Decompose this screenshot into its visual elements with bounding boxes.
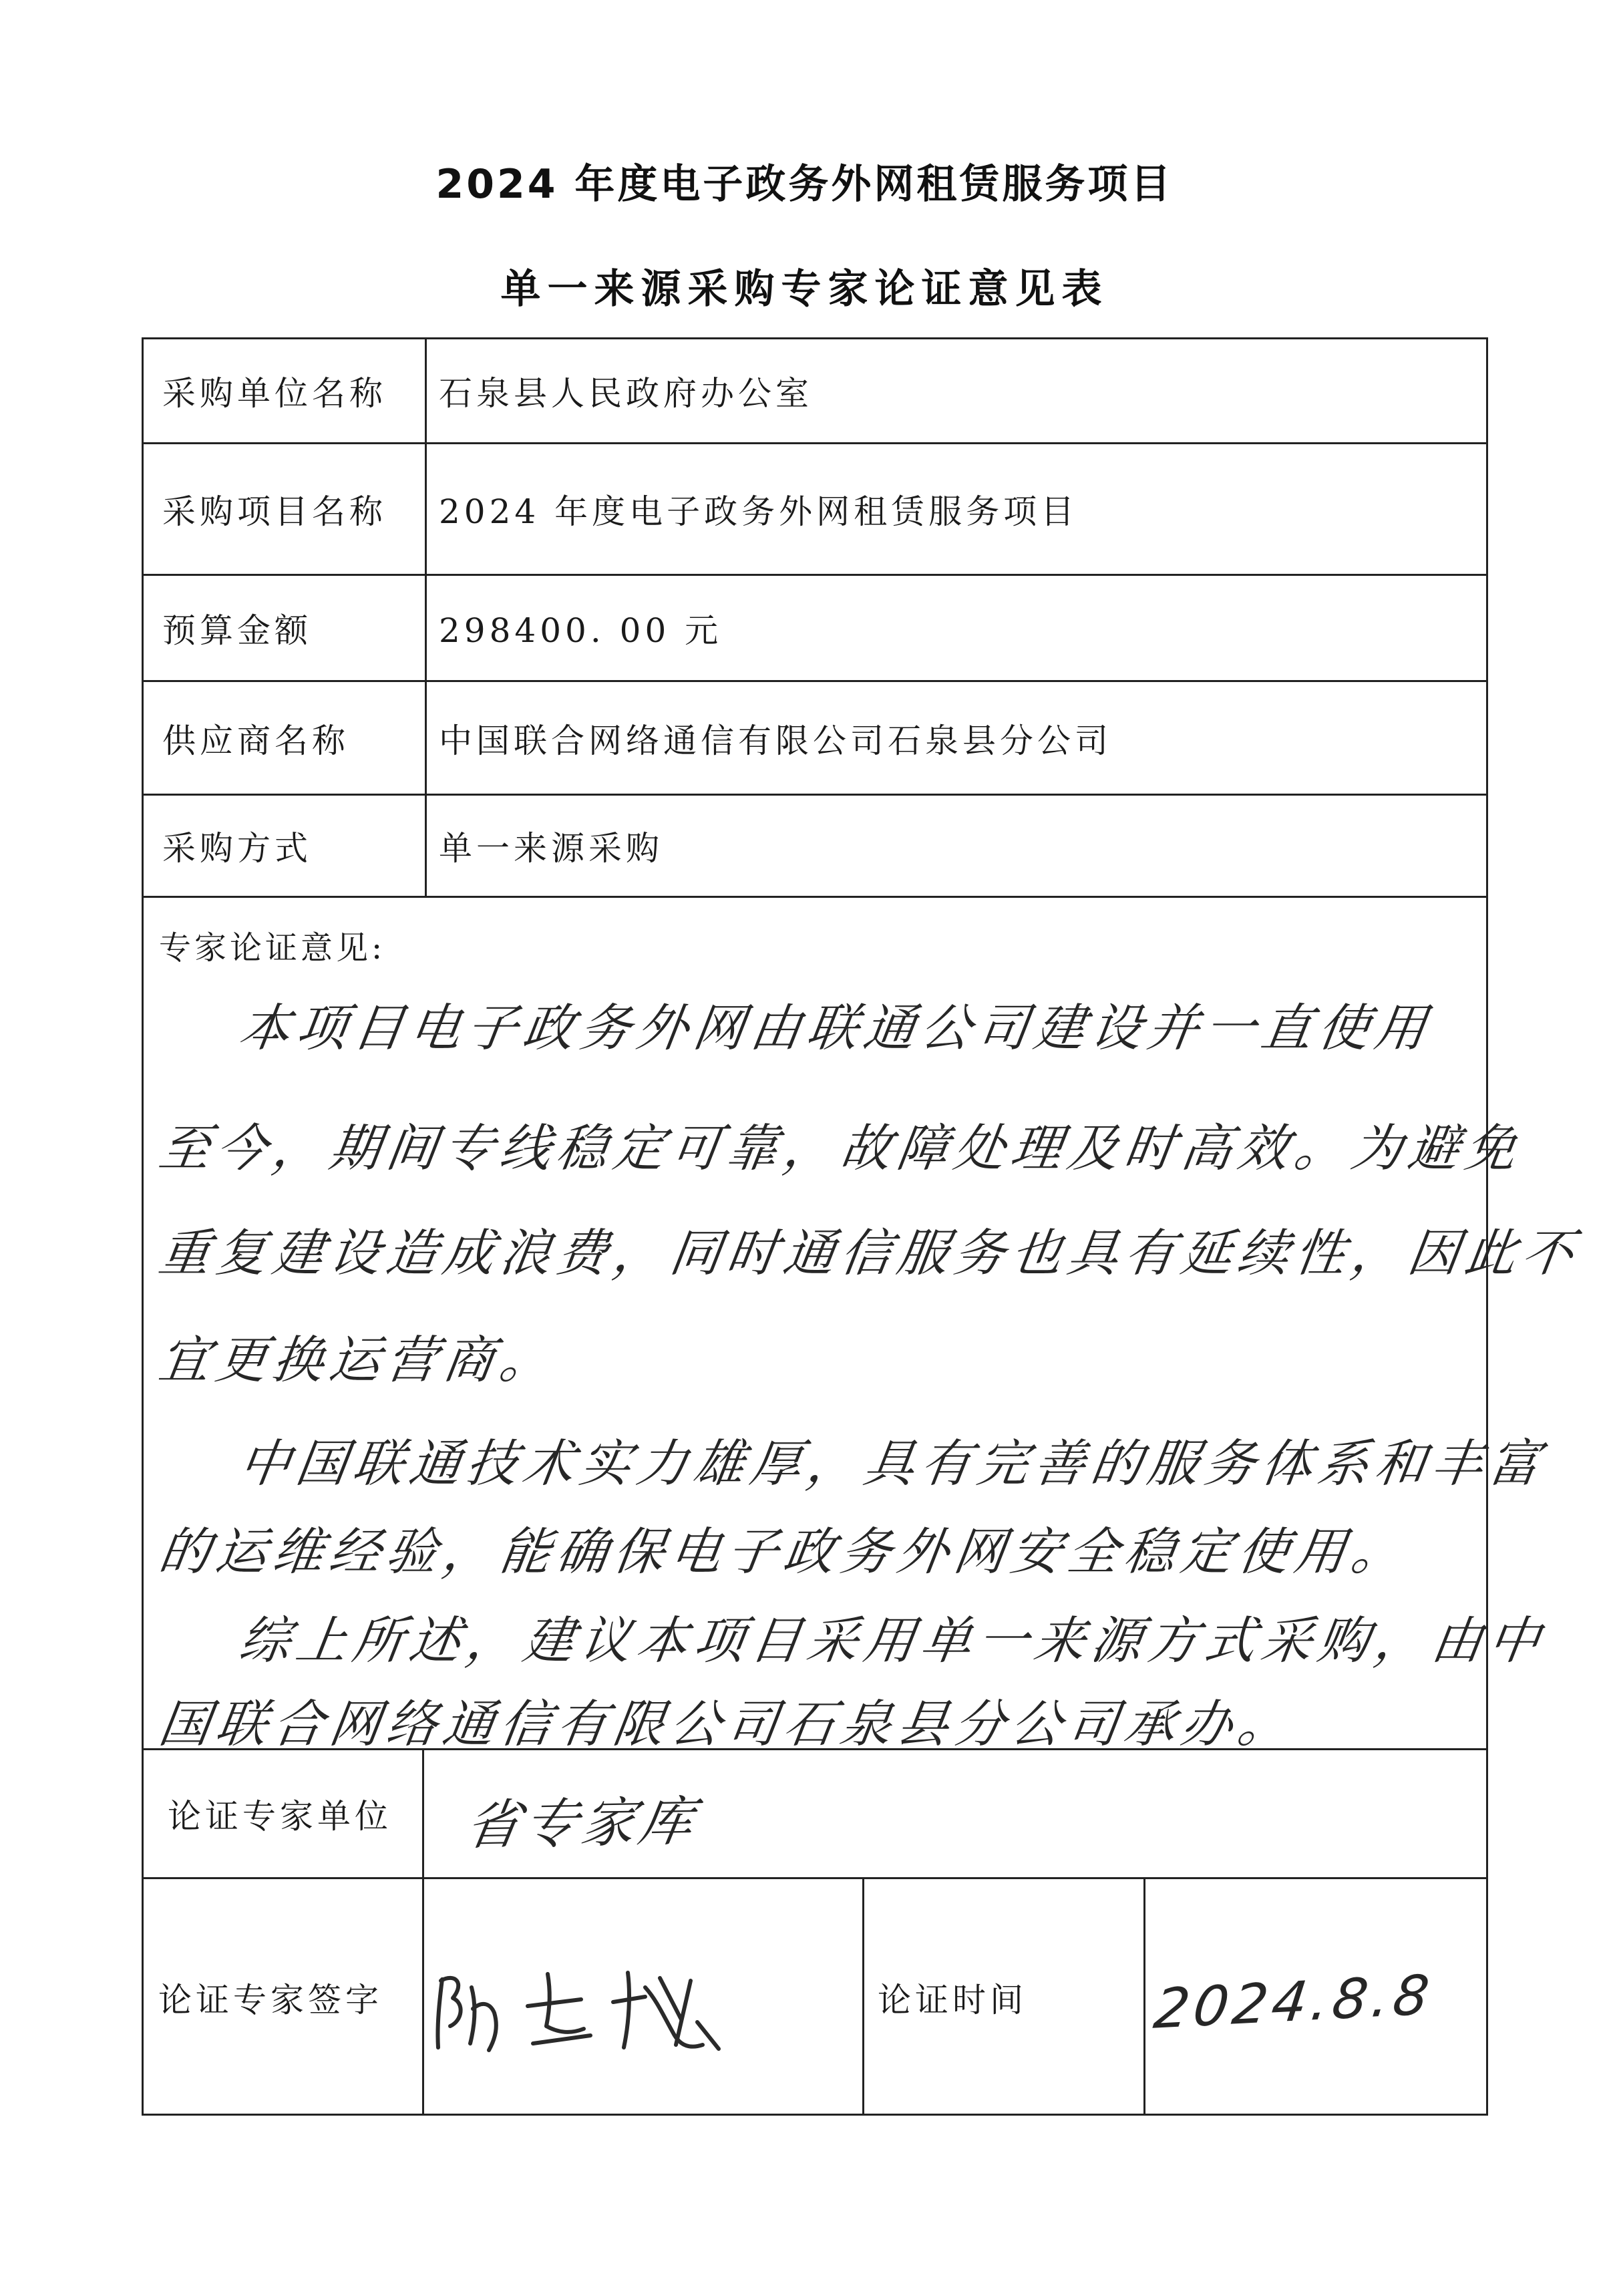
budget-value: 298400. 00 元	[439, 611, 723, 650]
expert-signature	[433, 1961, 727, 2061]
project-name-value: 2024 年度电子政务外网租赁服务项目	[439, 492, 1079, 531]
project-name-label: 采购项目名称	[162, 492, 387, 531]
opinion-line: 综上所述，建议本项目采用单一来源方式采购，由中	[235, 1611, 1550, 1670]
document-subtitle: 单一来源采购专家论证意见表	[500, 266, 1109, 313]
purchaser-name-label: 采购单位名称	[162, 374, 387, 413]
opinion-line: 宜更换运营商。	[155, 1330, 562, 1389]
procurement-method-label: 采购方式	[162, 829, 312, 868]
purchaser-name-value: 石泉县人民政府办公室	[439, 374, 813, 413]
date-label: 论证时间	[878, 1981, 1027, 2019]
procurement-method-value: 单一来源采购	[439, 829, 663, 868]
date-value: 2024.8.8	[1150, 1963, 1437, 2041]
expert-opinion-heading: 专家论证意见:	[159, 929, 386, 967]
expert-signature-label: 论证专家签字	[158, 1981, 383, 2019]
expert-unit-value: 省专家库	[461, 1790, 702, 1856]
budget-label: 预算金额	[162, 611, 312, 650]
expert-unit-label: 论证专家单位	[168, 1797, 392, 1836]
opinion-line: 本项目电子政务外网由联通公司建设并一直使用	[235, 998, 1437, 1057]
opinion-line: 中国联通技术实力雄厚，具有完善的服务体系和丰富	[235, 1434, 1550, 1493]
row-divider	[142, 896, 1488, 898]
opinion-line: 至今，期间专线稳定可靠，故障处理及时高效。为避免	[155, 1118, 1527, 1178]
opinion-line: 的运维经验，能确保电子政务外网安全稳定使用。	[155, 1522, 1413, 1581]
supplier-name-value: 中国联合网络通信有限公司石泉县分公司	[439, 721, 1112, 760]
opinion-line: 国联合网络通信有限公司石泉县分公司承办。	[155, 1694, 1300, 1754]
opinion-line: 重复建设造成浪费，同时通信服务也具有延续性，因此不	[155, 1223, 1584, 1283]
document-title: 2024 年度电子政务外网租赁服务项目	[435, 161, 1174, 208]
supplier-name-label: 供应商名称	[162, 721, 349, 760]
